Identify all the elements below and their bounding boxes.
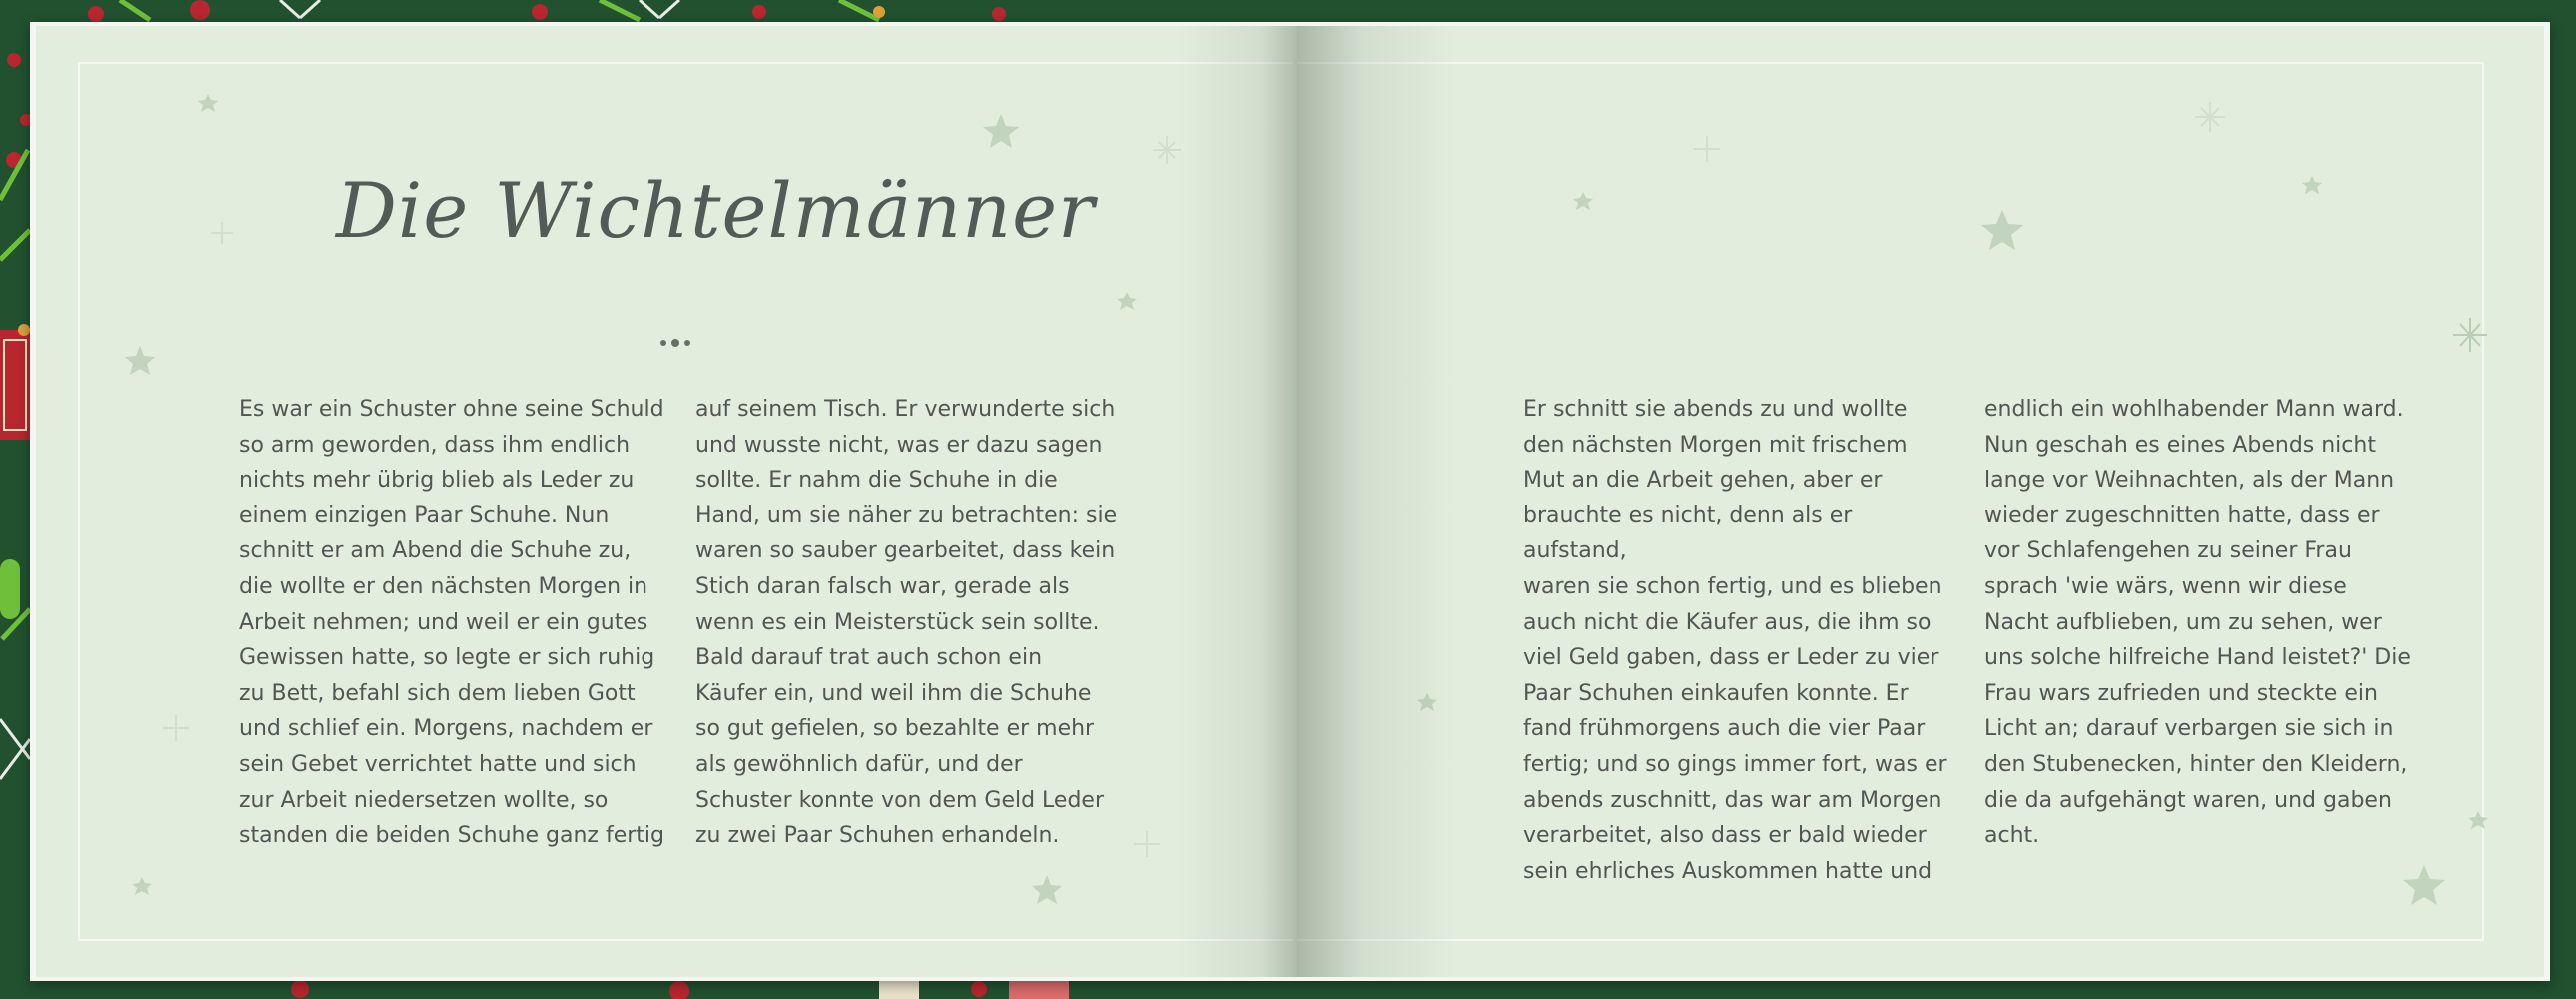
right-page-column-2: endlich ein wohlhabender Mann ward. Nun geschah es eines Abends nicht lange vor Weihnachten, als der Mann wieder zugeschnitten hatte, dass er vor Schlafengehen zu seiner Frau sprach 'wie wärs, wenn wir diese Nacht aufblieben, um zu sehen, wer uns solche hilfreiche Hand leistet?' Die Frau wars zufrieden und steckte ein Licht an; darauf verbargen sie sich in den Stubenecken, hinter den Kleidern, die da aufgehängt waren, und gaben acht. [1984, 397, 2411, 849]
right-page-column-1: Er schnitt sie abends zu und wollte den nächsten Morgen mit frischem Mut an die Arbeit gehen, aber er brauchte es nicht, denn als er aufstand, waren sie schon fertig, und es blieben auch nicht die Käufer aus, die ihm so viel Geld gaben, dass er Leder zu vier Paar Schuhen einkaufen konnte. Er fand frühmorgens auch die vier Paar fertig; und so gings immer fort, was er abends zuschnitt, das war am Morgen verarbeitet, also dass er bald wieder sein ehrliches Auskommen hatte und [1523, 397, 1947, 884]
right-page [1297, 26, 2544, 977]
left-gutter-shadow [1177, 26, 1297, 977]
open-book [36, 26, 2544, 977]
left-page-column-1: Es war ein Schuster ohne seine Schuld so arm geworden, dass ihm endlich nichts mehr übrig blieb als Leder zu einem einzigen Paar Schuhe. Nun schnitt er am Abend die Schuhe zu, die wollte er den nächsten Morgen in Arbeit nehmen; und weil er ein gutes Gewissen hatte, so legte er sich ruhig zu Bett, befahl sich dem lieben Gott und schlief ein. Morgens, nachdem er sein Gebet verrichtet hatte und sich zur Arbeit niedersetzen wollte, so standen die beiden Schuhe ganz fertig [239, 397, 664, 849]
right-gutter-shadow [1297, 26, 1457, 977]
left-page [36, 26, 1297, 977]
left-page-column-2: auf seinem Tisch. Er verwunderte sich und wusste nicht, was er dazu sagen sollte. Er nahm die Schuhe in die Hand, um sie näher zu betrachten: sie waren so sauber gearbeitet, dass kein Stich daran falsch war, gerade als wenn es ein Meisterstück sein sollte. Bald darauf trat auch schon ein Käufer ein, und weil ihm die Schuhe so gut gefielen, so bezahlte er mehr als gewöhnlich dafür, und der Schuster konnte von dem Geld Leder zu zwei Paar Schuhen erhandeln. [695, 397, 1118, 849]
story-title: Die Wichtelmänner [336, 166, 1096, 255]
title-divider-dots [657, 336, 697, 350]
